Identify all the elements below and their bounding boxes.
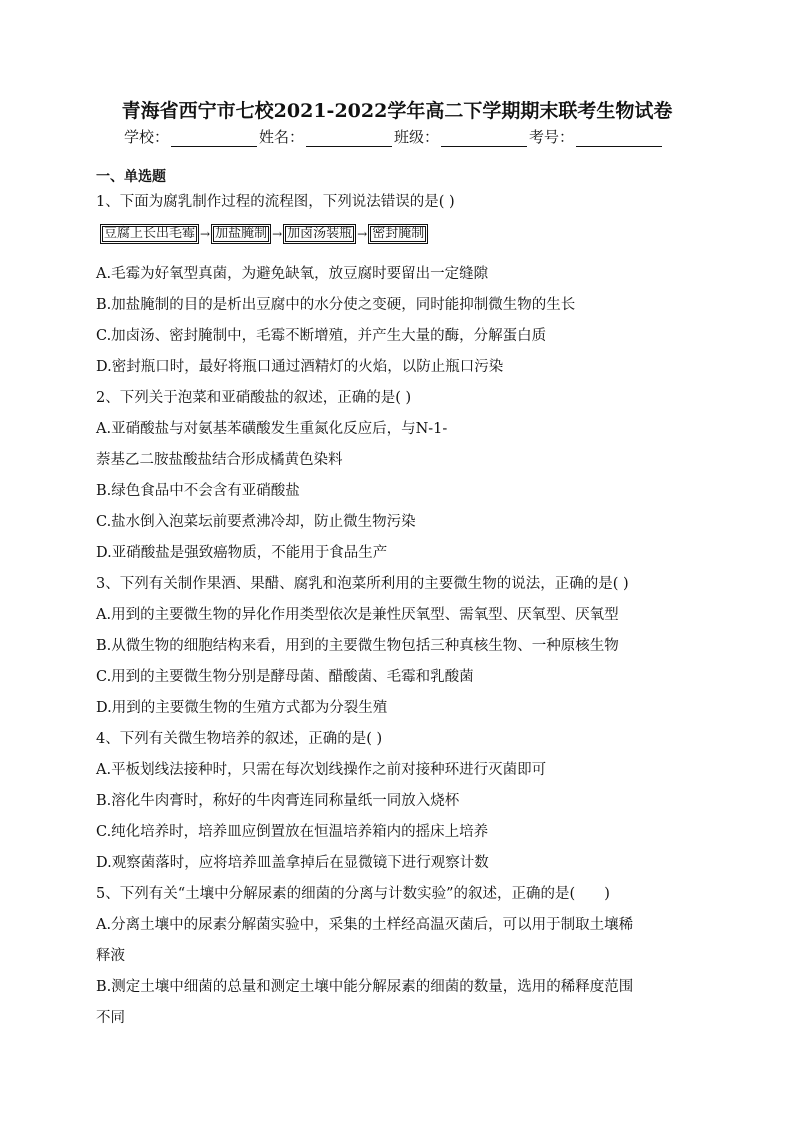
option-line: B.绿色食品中不会含有亚硝酸盐	[96, 483, 300, 499]
option-line: A.毛霉为好氧型真菌，为避免缺氧，放豆腐时要留出一定缝隙	[96, 266, 489, 282]
flow-step: 加盐腌制	[211, 224, 271, 244]
option-line: B.从微生物的细胞结构来看，用到的主要微生物包括三种真核生物、一种原核生物	[96, 638, 619, 654]
page-title: 青海省西宁市七校2021-2022学年高二下学期期末联考生物试卷	[121, 100, 673, 122]
question-line: 5、下列有关“土壤中分解尿素的细菌的分离与计数实验”的叙述，正确的是( )	[96, 886, 610, 902]
arrow-icon: →	[357, 227, 368, 241]
option-line: A.用到的主要微生物的异化作用类型依次是兼性厌氧型、需氧型、厌氧型、厌氧型	[96, 607, 619, 623]
number-blank[interactable]	[576, 130, 662, 147]
option-line: A.平板划线法接种时，只需在每次划线操作之前对接种环进行灭菌即可	[96, 762, 547, 778]
question-line: 4、下列有关微生物培养的叙述，正确的是( )	[96, 731, 383, 747]
option-line: C.纯化培养时，培养皿应倒置放在恒温培养箱内的摇床上培养	[96, 824, 489, 840]
option-line: B.测定土壤中细菌的总量和测定土壤中能分解尿素的细菌的数量，选用的稀释度范围	[96, 979, 634, 995]
question-line: 3、下列有关制作果酒、果醋、腐乳和泡菜所利用的主要微生物的说法，正确的是( )	[96, 576, 629, 592]
question-line: 2、下列关于泡菜和亚硝酸盐的叙述，正确的是( )	[96, 390, 412, 406]
class-label: 班级：	[394, 128, 440, 146]
option-line: B.加盐腌制的目的是析出豆腐中的水分使之变硬，同时能抑制微生物的生长	[96, 297, 576, 313]
class-blank[interactable]	[441, 130, 527, 147]
option-line: D.观察菌落时，应将培养皿盖拿掉后在显微镜下进行观察计数	[96, 855, 489, 871]
school-label: 学校：	[124, 128, 170, 146]
flow-step: 密封腌制	[368, 224, 428, 244]
section-heading: 一、单选题	[96, 169, 166, 185]
option-line: D.用到的主要微生物的生殖方式都为分裂生殖	[96, 700, 388, 716]
question-line: 1、下面为腐乳制作过程的流程图，下列说法错误的是( )	[96, 194, 455, 210]
option-line: C.加卤汤、密封腌制中，毛霉不断增殖，并产生大量的酶，分解蛋白质	[96, 328, 547, 344]
name-blank[interactable]	[306, 130, 392, 147]
option-line: C.盐水倒入泡菜坛前要煮沸冷却，防止微生物污染	[96, 514, 416, 530]
number-label: 考号：	[529, 128, 575, 146]
flow-step: 加卤汤装瓶	[283, 224, 356, 244]
option-line: 不同	[96, 1010, 125, 1026]
student-info-row	[124, 126, 664, 147]
option-line: D.密封瓶口时，最好将瓶口通过酒精灯的火焰，以防止瓶口污染	[96, 359, 504, 375]
option-line: D.亚硝酸盐是强致癌物质，不能用于食品生产	[96, 545, 388, 561]
option-line: C.用到的主要微生物分别是酵母菌、醋酸菌、毛霉和乳酸菌	[96, 669, 474, 685]
flow-diagram	[100, 224, 428, 244]
flow-step: 豆腐上长出毛霉	[100, 224, 199, 244]
arrow-icon: →	[272, 227, 283, 241]
arrow-icon: →	[200, 227, 211, 241]
option-line: 萘基乙二胺盐酸盐结合形成橘黄色染料	[96, 452, 343, 468]
option-line: A.亚硝酸盐与对氨基苯磺酸发生重氮化反应后，与N-1-	[96, 421, 448, 437]
school-blank[interactable]	[171, 130, 257, 147]
option-line: 释液	[96, 948, 125, 964]
option-line: B.溶化牛肉膏时，称好的牛肉膏连同称量纸一同放入烧杯	[96, 793, 460, 809]
option-line: A.分离土壤中的尿素分解菌实验中，采集的土样经高温灭菌后，可以用于制取土壤稀	[96, 917, 634, 933]
name-label: 姓名：	[259, 128, 305, 146]
